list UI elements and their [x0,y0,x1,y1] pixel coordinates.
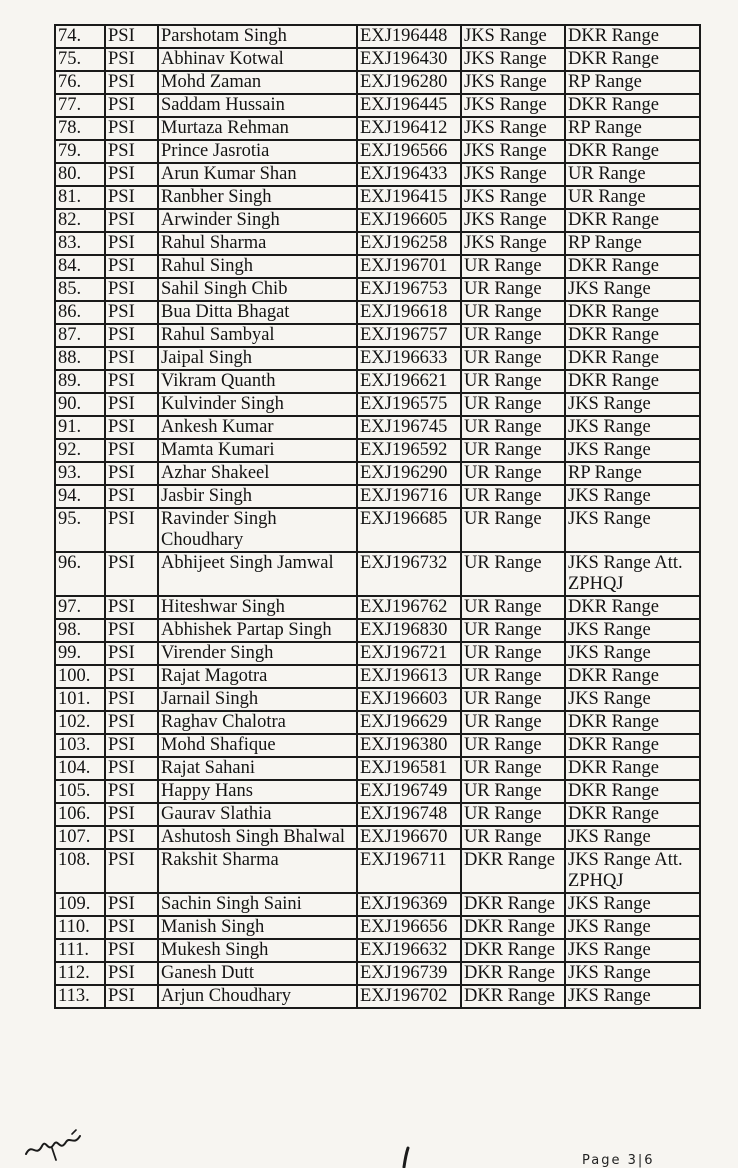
id-number-cell: EXJ196369 [357,893,461,916]
row-number: 77. [55,94,105,117]
name-cell: Azhar Shakeel [158,462,357,485]
id-number-cell: EXJ196605 [357,209,461,232]
name-cell: Mamta Kumari [158,439,357,462]
from-range-cell: UR Range [461,393,565,416]
rank-cell: PSI [105,893,158,916]
from-range-cell: UR Range [461,462,565,485]
name-cell: Bua Ditta Bhagat [158,301,357,324]
rank-cell: PSI [105,734,158,757]
table-row [55,370,700,393]
table-row [55,985,700,1008]
id-number-cell: EXJ196618 [357,301,461,324]
id-number-cell: EXJ196753 [357,278,461,301]
name-cell: Rahul Singh [158,255,357,278]
rank-cell: PSI [105,301,158,324]
name-cell: Abhishek Partap Singh [158,619,357,642]
from-range-cell: UR Range [461,278,565,301]
id-number-cell: EXJ196702 [357,985,461,1008]
table-row [55,393,700,416]
row-number: 87. [55,324,105,347]
id-number-cell: EXJ196603 [357,688,461,711]
rank-cell: PSI [105,48,158,71]
id-number-cell: EXJ196566 [357,140,461,163]
table-row [55,939,700,962]
name-cell: Raghav Chalotra [158,711,357,734]
row-number: 95. [55,508,105,552]
name-cell: Rakshit Sharma [158,849,357,893]
table-row [55,734,700,757]
name-cell: Abhinav Kotwal [158,48,357,71]
row-number: 78. [55,117,105,140]
table-row [55,916,700,939]
table-row [55,711,700,734]
name-cell: Rahul Sharma [158,232,357,255]
table-row [55,826,700,849]
rank-cell: PSI [105,596,158,619]
row-number: 100. [55,665,105,688]
rank-cell: PSI [105,962,158,985]
row-number: 81. [55,186,105,209]
row-number: 106. [55,803,105,826]
row-number: 105. [55,780,105,803]
id-number-cell: EXJ196721 [357,642,461,665]
id-number-cell: EXJ196745 [357,416,461,439]
from-range-cell: JKS Range [461,48,565,71]
table-row [55,140,700,163]
rank-cell: PSI [105,163,158,186]
row-number: 94. [55,485,105,508]
id-number-cell: EXJ196613 [357,665,461,688]
id-number-cell: EXJ196290 [357,462,461,485]
rank-cell: PSI [105,71,158,94]
from-range-cell: JKS Range [461,163,565,186]
table-row [55,893,700,916]
row-number: 103. [55,734,105,757]
id-number-cell: EXJ196656 [357,916,461,939]
row-number: 102. [55,711,105,734]
table-row [55,186,700,209]
name-cell: Saddam Hussain [158,94,357,117]
row-number: 113. [55,985,105,1008]
rank-cell: PSI [105,117,158,140]
from-range-cell: UR Range [461,711,565,734]
rank-cell: PSI [105,439,158,462]
name-cell: Mohd Shafique [158,734,357,757]
to-range-cell: RP Range [565,232,700,255]
to-range-cell: JKS Range [565,278,700,301]
from-range-cell: UR Range [461,803,565,826]
rank-cell: PSI [105,209,158,232]
name-cell: Rajat Magotra [158,665,357,688]
to-range-cell: JKS Range [565,439,700,462]
row-number: 104. [55,757,105,780]
table-row [55,665,700,688]
from-range-cell: UR Range [461,255,565,278]
name-cell: Happy Hans [158,780,357,803]
row-number: 79. [55,140,105,163]
row-number: 98. [55,619,105,642]
name-cell: Jaipal Singh [158,347,357,370]
from-range-cell: JKS Range [461,140,565,163]
to-range-cell: DKR Range [565,734,700,757]
row-number: 89. [55,370,105,393]
to-range-cell: JKS Range [565,642,700,665]
table-row [55,439,700,462]
row-number: 75. [55,48,105,71]
to-range-cell: DKR Range [565,324,700,347]
id-number-cell: EXJ196670 [357,826,461,849]
name-cell: Ankesh Kumar [158,416,357,439]
to-range-cell: JKS Range [565,826,700,849]
name-cell: Abhijeet Singh Jamwal [158,552,357,596]
row-number: 85. [55,278,105,301]
to-range-cell: RP Range [565,71,700,94]
id-number-cell: EXJ196412 [357,117,461,140]
row-number: 76. [55,71,105,94]
name-cell: Kulvinder Singh [158,393,357,416]
rank-cell: PSI [105,939,158,962]
table-row [55,347,700,370]
rank-cell: PSI [105,94,158,117]
name-cell: Jarnail Singh [158,688,357,711]
id-number-cell: EXJ196685 [357,508,461,552]
table-row [55,324,700,347]
id-number-cell: EXJ196581 [357,757,461,780]
name-cell: Rahul Sambyal [158,324,357,347]
from-range-cell: UR Range [461,439,565,462]
rank-cell: PSI [105,508,158,552]
to-range-cell: JKS Range [565,939,700,962]
name-cell: Murtaza Rehman [158,117,357,140]
table-row [55,25,700,48]
rank-cell: PSI [105,826,158,849]
table-row [55,485,700,508]
to-range-cell: DKR Range [565,596,700,619]
from-range-cell: UR Range [461,734,565,757]
id-number-cell: EXJ196633 [357,347,461,370]
from-range-cell: UR Range [461,780,565,803]
rank-cell: PSI [105,985,158,1008]
rank-cell: PSI [105,232,158,255]
from-range-cell: UR Range [461,347,565,370]
from-range-cell: DKR Range [461,849,565,893]
id-number-cell: EXJ196629 [357,711,461,734]
table-row [55,552,700,596]
name-cell: Manish Singh [158,916,357,939]
to-range-cell: JKS Range [565,688,700,711]
rank-cell: PSI [105,324,158,347]
from-range-cell: DKR Range [461,985,565,1008]
row-number: 108. [55,849,105,893]
rank-cell: PSI [105,393,158,416]
id-number-cell: EXJ196757 [357,324,461,347]
from-range-cell: UR Range [461,757,565,780]
name-cell: Ravinder Singh Choudhary [158,508,357,552]
row-number: 86. [55,301,105,324]
from-range-cell: JKS Range [461,186,565,209]
name-cell: Rajat Sahani [158,757,357,780]
table-row [55,48,700,71]
name-cell: Parshotam Singh [158,25,357,48]
row-number: 101. [55,688,105,711]
id-number-cell: EXJ196711 [357,849,461,893]
name-cell: Hiteshwar Singh [158,596,357,619]
to-range-cell: DKR Range [565,665,700,688]
from-range-cell: UR Range [461,665,565,688]
name-cell: Sachin Singh Saini [158,893,357,916]
handwritten-signature [22,1124,92,1164]
id-number-cell: EXJ196430 [357,48,461,71]
table-row [55,962,700,985]
ink-mark [396,1146,416,1168]
rank-cell: PSI [105,347,158,370]
from-range-cell: DKR Range [461,893,565,916]
name-cell: Prince Jasrotia [158,140,357,163]
id-number-cell: EXJ196762 [357,596,461,619]
row-number: 112. [55,962,105,985]
rank-cell: PSI [105,552,158,596]
table-row [55,416,700,439]
name-cell: Mukesh Singh [158,939,357,962]
row-number: 84. [55,255,105,278]
transfer-table-body [55,25,700,1008]
from-range-cell: UR Range [461,370,565,393]
rank-cell: PSI [105,370,158,393]
row-number: 92. [55,439,105,462]
table-row [55,232,700,255]
table-row [55,462,700,485]
rank-cell: PSI [105,186,158,209]
row-number: 82. [55,209,105,232]
transfer-table [54,24,701,1009]
row-number: 80. [55,163,105,186]
row-number: 109. [55,893,105,916]
to-range-cell: JKS Range [565,893,700,916]
id-number-cell: EXJ196380 [357,734,461,757]
to-range-cell: DKR Range [565,370,700,393]
table-row [55,163,700,186]
row-number: 97. [55,596,105,619]
from-range-cell: UR Range [461,619,565,642]
rank-cell: PSI [105,780,158,803]
id-number-cell: EXJ196415 [357,186,461,209]
to-range-cell: JKS Range Att. ZPHQJ [565,849,700,893]
id-number-cell: EXJ196621 [357,370,461,393]
to-range-cell: UR Range [565,163,700,186]
to-range-cell: DKR Range [565,711,700,734]
from-range-cell: DKR Range [461,916,565,939]
name-cell: Ranbher Singh [158,186,357,209]
to-range-cell: DKR Range [565,301,700,324]
to-range-cell: JKS Range [565,393,700,416]
name-cell: Virender Singh [158,642,357,665]
row-number: 111. [55,939,105,962]
to-range-cell: UR Range [565,186,700,209]
from-range-cell: DKR Range [461,962,565,985]
from-range-cell: UR Range [461,416,565,439]
row-number: 96. [55,552,105,596]
from-range-cell: JKS Range [461,117,565,140]
id-number-cell: EXJ196739 [357,962,461,985]
from-range-cell: JKS Range [461,25,565,48]
to-range-cell: DKR Range [565,347,700,370]
rank-cell: PSI [105,278,158,301]
from-range-cell: JKS Range [461,209,565,232]
rank-cell: PSI [105,849,158,893]
id-number-cell: EXJ196575 [357,393,461,416]
from-range-cell: UR Range [461,826,565,849]
from-range-cell: JKS Range [461,71,565,94]
table-row [55,117,700,140]
from-range-cell: UR Range [461,301,565,324]
to-range-cell: JKS Range [565,916,700,939]
name-cell: Mohd Zaman [158,71,357,94]
to-range-cell: DKR Range [565,209,700,232]
row-number: 90. [55,393,105,416]
rank-cell: PSI [105,665,158,688]
row-number: 107. [55,826,105,849]
from-range-cell: UR Range [461,552,565,596]
name-cell: Vikram Quanth [158,370,357,393]
to-range-cell: DKR Range [565,94,700,117]
from-range-cell: JKS Range [461,94,565,117]
rank-cell: PSI [105,642,158,665]
table-row [55,849,700,893]
from-range-cell: DKR Range [461,939,565,962]
to-range-cell: DKR Range [565,140,700,163]
table-row [55,278,700,301]
from-range-cell: UR Range [461,508,565,552]
rank-cell: PSI [105,416,158,439]
rank-cell: PSI [105,140,158,163]
row-number: 99. [55,642,105,665]
row-number: 83. [55,232,105,255]
table-row [55,596,700,619]
from-range-cell: JKS Range [461,232,565,255]
name-cell: Gaurav Slathia [158,803,357,826]
rank-cell: PSI [105,916,158,939]
table-row [55,209,700,232]
id-number-cell: EXJ196716 [357,485,461,508]
table-row [55,688,700,711]
from-range-cell: UR Range [461,596,565,619]
to-range-cell: JKS Range [565,416,700,439]
rank-cell: PSI [105,688,158,711]
to-range-cell: RP Range [565,462,700,485]
name-cell: Arun Kumar Shan [158,163,357,186]
id-number-cell: EXJ196445 [357,94,461,117]
rank-cell: PSI [105,803,158,826]
from-range-cell: UR Range [461,324,565,347]
id-number-cell: EXJ196280 [357,71,461,94]
table-row [55,301,700,324]
from-range-cell: UR Range [461,642,565,665]
name-cell: Jasbir Singh [158,485,357,508]
table-row [55,619,700,642]
id-number-cell: EXJ196732 [357,552,461,596]
row-number: 91. [55,416,105,439]
to-range-cell: DKR Range [565,255,700,278]
to-range-cell: DKR Range [565,803,700,826]
id-number-cell: EXJ196749 [357,780,461,803]
table-row [55,803,700,826]
rank-cell: PSI [105,711,158,734]
to-range-cell: DKR Range [565,757,700,780]
rank-cell: PSI [105,619,158,642]
name-cell: Sahil Singh Chib [158,278,357,301]
to-range-cell: DKR Range [565,25,700,48]
from-range-cell: UR Range [461,688,565,711]
to-range-cell: JKS Range [565,508,700,552]
table-row [55,642,700,665]
to-range-cell: JKS Range [565,962,700,985]
table-row [55,255,700,278]
to-range-cell: JKS Range [565,619,700,642]
to-range-cell: JKS Range [565,985,700,1008]
to-range-cell: JKS Range [565,485,700,508]
table-row [55,780,700,803]
id-number-cell: EXJ196701 [357,255,461,278]
id-number-cell: EXJ196748 [357,803,461,826]
name-cell: Arwinder Singh [158,209,357,232]
rank-cell: PSI [105,485,158,508]
to-range-cell: RP Range [565,117,700,140]
id-number-cell: EXJ196830 [357,619,461,642]
to-range-cell: JKS Range Att. ZPHQJ [565,552,700,596]
id-number-cell: EXJ196448 [357,25,461,48]
rank-cell: PSI [105,757,158,780]
from-range-cell: UR Range [461,485,565,508]
id-number-cell: EXJ196258 [357,232,461,255]
table-row [55,757,700,780]
id-number-cell: EXJ196433 [357,163,461,186]
rank-cell: PSI [105,25,158,48]
name-cell: Ganesh Dutt [158,962,357,985]
row-number: 93. [55,462,105,485]
table-row [55,71,700,94]
id-number-cell: EXJ196592 [357,439,461,462]
id-number-cell: EXJ196632 [357,939,461,962]
to-range-cell: DKR Range [565,780,700,803]
name-cell: Arjun Choudhary [158,985,357,1008]
rank-cell: PSI [105,255,158,278]
row-number: 110. [55,916,105,939]
page-number: Page 3|6 [582,1153,655,1168]
table-row [55,94,700,117]
row-number: 74. [55,25,105,48]
rank-cell: PSI [105,462,158,485]
table-row [55,508,700,552]
name-cell: Ashutosh Singh Bhalwal [158,826,357,849]
to-range-cell: DKR Range [565,48,700,71]
row-number: 88. [55,347,105,370]
